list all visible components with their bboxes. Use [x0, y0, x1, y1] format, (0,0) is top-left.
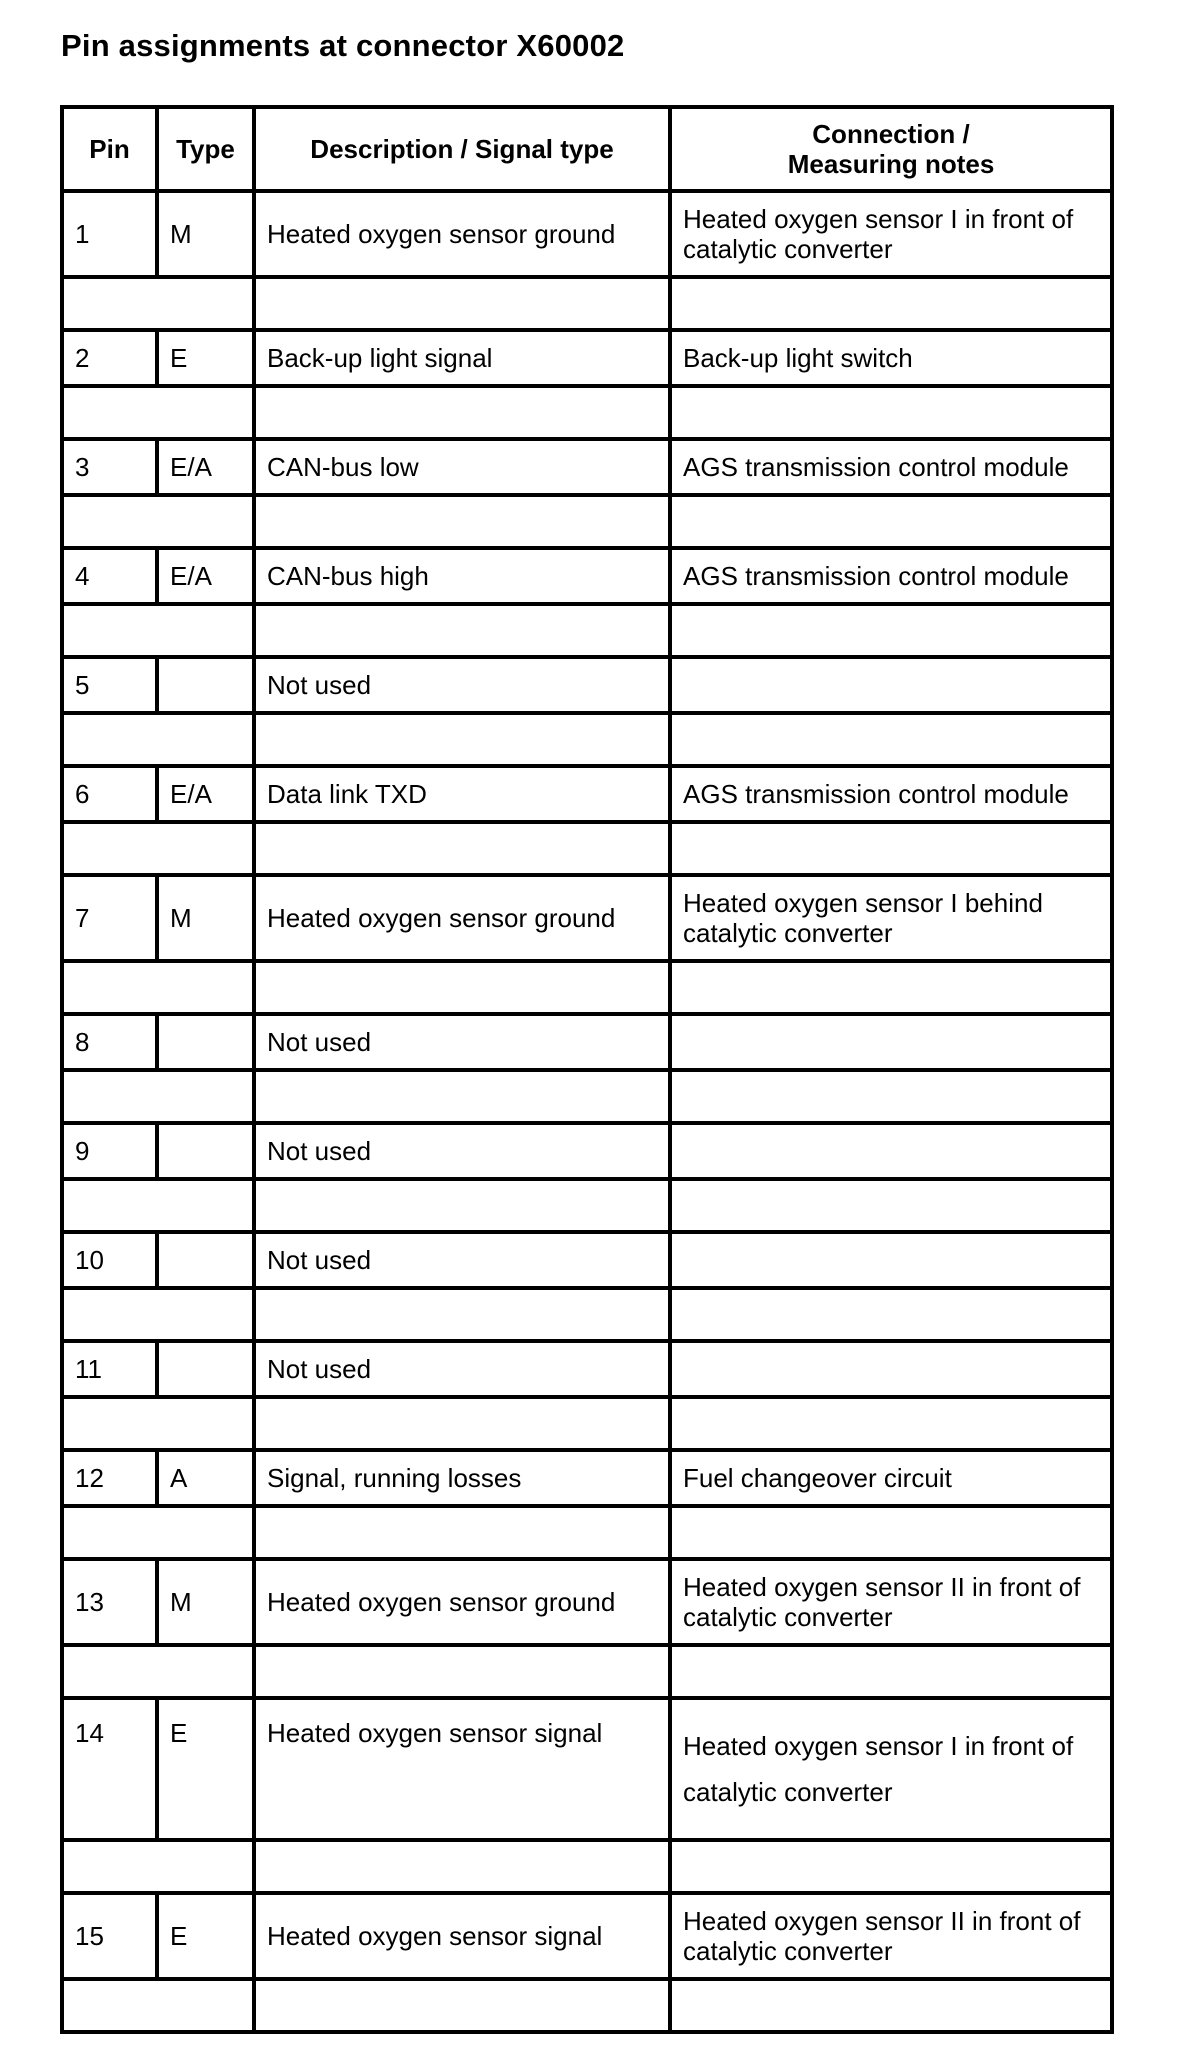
pin-cell: 11: [62, 1341, 157, 1397]
pin-cell: 3: [62, 439, 157, 495]
pin-cell: 8: [62, 1014, 157, 1070]
spacer-cell: [670, 961, 1112, 1014]
type-cell: M: [157, 191, 254, 277]
pin-cell: 1: [62, 191, 157, 277]
table-row: [62, 1341, 1112, 1397]
spacer-row: [62, 386, 1112, 439]
pin-cell: 2: [62, 330, 157, 386]
table-row: [62, 766, 1112, 822]
spacer-row: [62, 1179, 1112, 1232]
pin-cell: 7: [62, 875, 157, 961]
spacer-row: [62, 1288, 1112, 1341]
spacer-row: [62, 604, 1112, 657]
type-cell: M: [157, 1559, 254, 1645]
header-type: Type: [157, 107, 254, 191]
spacer-cell: [62, 1288, 254, 1341]
spacer-row: [62, 1397, 1112, 1450]
spacer-cell: [670, 713, 1112, 766]
spacer-cell: [254, 604, 670, 657]
pin-cell: 12: [62, 1450, 157, 1506]
table-row: [62, 191, 1112, 277]
connection-cell: Heated oxygen sensor II in front of catalytic converter: [670, 1893, 1112, 1979]
pin-cell: 9: [62, 1123, 157, 1179]
type-cell: E: [157, 1698, 254, 1840]
spacer-cell: [62, 1979, 254, 2032]
spacer-cell: [254, 1397, 670, 1450]
spacer-cell: [62, 386, 254, 439]
spacer-cell: [254, 1645, 670, 1698]
spacer-row: [62, 1645, 1112, 1698]
type-cell: E/A: [157, 766, 254, 822]
type-cell: [157, 1123, 254, 1179]
pin-cell: 4: [62, 548, 157, 604]
pin-cell: 13: [62, 1559, 157, 1645]
description-cell: Heated oxygen sensor ground: [254, 875, 670, 961]
spacer-cell: [670, 1506, 1112, 1559]
pin-assignment-table: [60, 105, 1114, 2034]
description-cell: Not used: [254, 1341, 670, 1397]
spacer-cell: [254, 386, 670, 439]
spacer-cell: [254, 1840, 670, 1893]
spacer-cell: [62, 822, 254, 875]
type-cell: E: [157, 330, 254, 386]
table-row: [62, 1232, 1112, 1288]
spacer-cell: [62, 1070, 254, 1123]
type-cell: [157, 657, 254, 713]
type-cell: E/A: [157, 439, 254, 495]
connection-cell: AGS transmission control module: [670, 548, 1112, 604]
spacer-cell: [670, 1070, 1112, 1123]
description-cell: Not used: [254, 1123, 670, 1179]
table-row: [62, 330, 1112, 386]
spacer-row: [62, 1506, 1112, 1559]
description-cell: Heated oxygen sensor ground: [254, 1559, 670, 1645]
table-row: [62, 875, 1112, 961]
table-row: [62, 1893, 1112, 1979]
table-row: [62, 657, 1112, 713]
table-row: [62, 548, 1112, 604]
description-cell: Data link TXD: [254, 766, 670, 822]
connection-cell: Heated oxygen sensor II in front of catalytic converter: [670, 1559, 1112, 1645]
description-cell: Not used: [254, 1232, 670, 1288]
spacer-row: [62, 1979, 1112, 2032]
spacer-row: [62, 822, 1112, 875]
spacer-row: [62, 495, 1112, 548]
spacer-row: [62, 277, 1112, 330]
spacer-cell: [670, 1397, 1112, 1450]
spacer-cell: [670, 1840, 1112, 1893]
connection-cell: Heated oxygen sensor I in front of catalytic converter: [670, 1698, 1112, 1840]
type-cell: [157, 1341, 254, 1397]
connection-cell: AGS transmission control module: [670, 439, 1112, 495]
description-cell: CAN-bus high: [254, 548, 670, 604]
spacer-cell: [254, 495, 670, 548]
spacer-cell: [254, 277, 670, 330]
description-cell: Back-up light signal: [254, 330, 670, 386]
description-cell: Heated oxygen sensor ground: [254, 191, 670, 277]
connection-cell: Heated oxygen sensor I behind catalytic converter: [670, 875, 1112, 961]
spacer-cell: [254, 961, 670, 1014]
pin-cell: 6: [62, 766, 157, 822]
table-row: [62, 1698, 1112, 1840]
pin-cell: 15: [62, 1893, 157, 1979]
spacer-row: [62, 1840, 1112, 1893]
spacer-cell: [62, 1840, 254, 1893]
spacer-cell: [62, 713, 254, 766]
pin-cell: 14: [62, 1698, 157, 1840]
spacer-cell: [62, 1179, 254, 1232]
description-cell: Not used: [254, 657, 670, 713]
type-cell: [157, 1014, 254, 1070]
connection-cell: [670, 1123, 1112, 1179]
spacer-cell: [62, 961, 254, 1014]
header-row: [62, 107, 1112, 191]
type-cell: E: [157, 1893, 254, 1979]
spacer-cell: [254, 1979, 670, 2032]
type-cell: [157, 1232, 254, 1288]
spacer-cell: [62, 495, 254, 548]
spacer-cell: [62, 604, 254, 657]
page-title: Pin assignments at connector X60002: [61, 28, 625, 63]
table-row: [62, 439, 1112, 495]
type-cell: A: [157, 1450, 254, 1506]
connection-cell: [670, 657, 1112, 713]
spacer-row: [62, 1070, 1112, 1123]
header-description: Description / Signal type: [254, 107, 670, 191]
spacer-cell: [670, 1645, 1112, 1698]
description-cell: Signal, running losses: [254, 1450, 670, 1506]
table-row: [62, 1014, 1112, 1070]
spacer-cell: [254, 1070, 670, 1123]
table-row: [62, 1450, 1112, 1506]
spacer-row: [62, 961, 1112, 1014]
spacer-cell: [670, 495, 1112, 548]
connection-cell: [670, 1341, 1112, 1397]
spacer-cell: [62, 1645, 254, 1698]
table-row: [62, 1123, 1112, 1179]
description-cell: CAN-bus low: [254, 439, 670, 495]
spacer-cell: [254, 713, 670, 766]
connection-cell: Fuel changeover circuit: [670, 1450, 1112, 1506]
description-cell: Not used: [254, 1014, 670, 1070]
spacer-cell: [62, 277, 254, 330]
spacer-cell: [670, 1979, 1112, 2032]
spacer-cell: [62, 1397, 254, 1450]
spacer-cell: [670, 1288, 1112, 1341]
spacer-cell: [62, 1506, 254, 1559]
spacer-cell: [670, 277, 1112, 330]
pin-cell: 5: [62, 657, 157, 713]
pin-cell: 10: [62, 1232, 157, 1288]
type-cell: E/A: [157, 548, 254, 604]
description-cell: Heated oxygen sensor signal: [254, 1893, 670, 1979]
header-connection: Connection / Measuring notes: [670, 107, 1112, 191]
spacer-cell: [670, 1179, 1112, 1232]
table-row: [62, 1559, 1112, 1645]
connection-cell: [670, 1232, 1112, 1288]
spacer-cell: [254, 822, 670, 875]
spacer-cell: [670, 604, 1112, 657]
spacer-cell: [670, 822, 1112, 875]
connection-cell: Back-up light switch: [670, 330, 1112, 386]
connection-cell: [670, 1014, 1112, 1070]
spacer-row: [62, 713, 1112, 766]
spacer-cell: [670, 386, 1112, 439]
type-cell: M: [157, 875, 254, 961]
header-pin: Pin: [62, 107, 157, 191]
description-cell: Heated oxygen sensor signal: [254, 1698, 670, 1840]
spacer-cell: [254, 1179, 670, 1232]
connection-cell: AGS transmission control module: [670, 766, 1112, 822]
spacer-cell: [254, 1288, 670, 1341]
spacer-cell: [254, 1506, 670, 1559]
connection-cell: Heated oxygen sensor I in front of catalytic converter: [670, 191, 1112, 277]
